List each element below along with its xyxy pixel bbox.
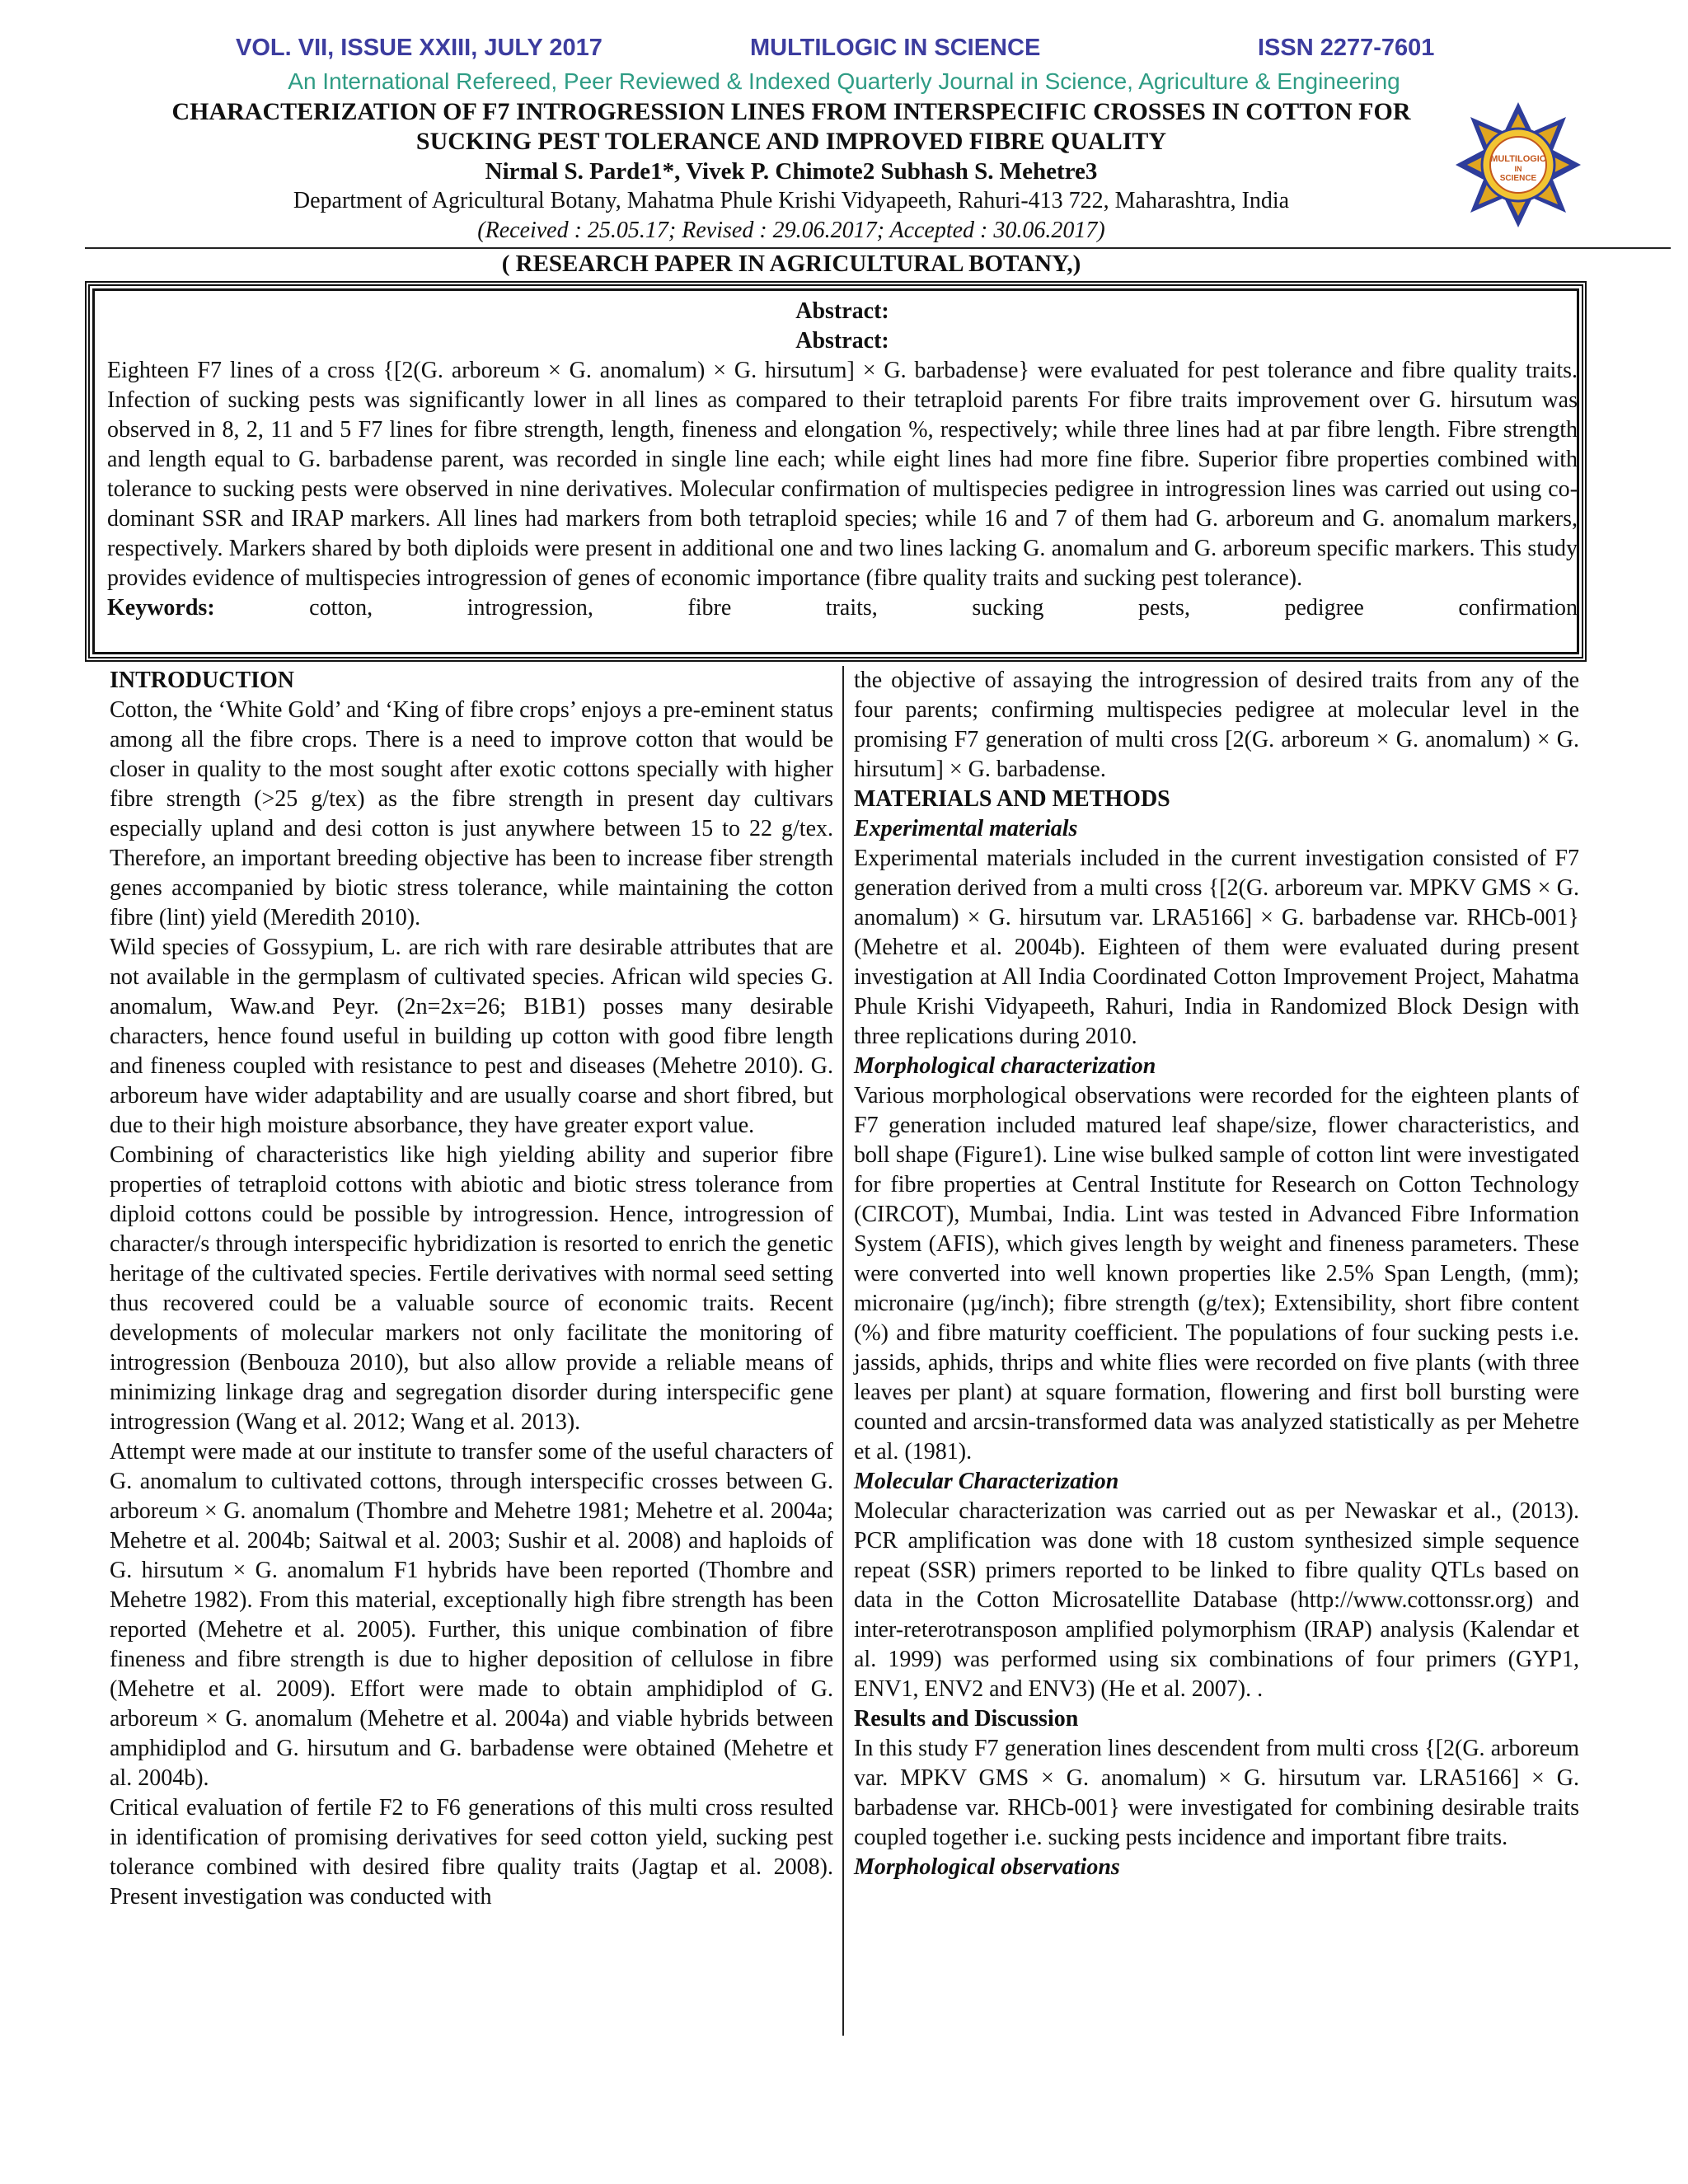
paper-authors: Nirmal S. Parde1*, Vivek P. Chimote2 Subhash S. Mehetre3: [485, 158, 1098, 185]
keyword: introgression,: [467, 595, 593, 621]
keyword: cotton,: [309, 595, 373, 621]
intro-paragraph-5-continued: the objective of assaying the introgression of desired traits from any of the four parents; confirming multispecies pedigree at molecular level in the promising F7 generation of multi cross [2(G. arboreum × G. anomalum) × G. hirsutum] × G. barbadense.: [854, 668, 1579, 782]
abstract-heading: Abstract:: [795, 298, 889, 324]
abstract-text: Eighteen F7 lines of a cross {[2(G. arboreum × G. anomalum) × G. hirsutum] × G. barbadense} were evaluated for pest tolerance and fibre quality traits. Infection of sucking pests was significantly lower in all lines as compared to their tetraploid parents For fibre traits improvement over G. hirsutum was observed in 8, 2, 11 and 5 F7 lines for fibre strength, length, fineness and elongation %, respectively; while three lines had at par fibre length. Fibre strength and length equal to G. barbadense parent, was recorded in single line each; while eight lines had more fine fibre. Superior fibre properties combined with tolerance to sucking pests were observed in nine derivatives. Molecular confirmation of multispecies pedigree in introgression lines was carried out using co-dominant SSR and IRAP markers. All lines had markers from both tetraploid species; while 16 and 7 of them had G. arboreum and G. anomalum markers, respectively. Markers shared by both diploids were present in additional one and two lines lacking G. anomalum and G. arboreum specific markers. This study provides evidence of multispecies introgression of genes of economic importance (fibre quality traits and sucking pest tolerance).: [107, 358, 1578, 591]
left-column: [110, 666, 833, 1912]
intro-paragraph-4: Attempt were made at our institute to transfer some of the useful characters of G. anomalum to cultivated cottons, through interspecific crosses between G. arboreum × G. anomalum (Thombre and Mehetre 1981; Mehetre et al. 2004a; Mehetre et al. 2004b; Saitwal et al. 2003; Sushir et al. 2008) and haploids of G. hirsutum × G. anomalum F1 hybrids have been reported (Thombre and Mehetre 1982). From this material, exceptionally high fibre strength has been reported (Mehetre et al. 2005). Further, this unique combination of fibre fineness and fibre strength is due to higher deposition of cellulose in fibre (Mehetre et al. 2009). Effort were made to obtain amphidiplod of G. arboreum × G. anomalum (Mehetre et al. 2004a) and viable hybrids between amphidiplod and G. hirsutum and G. barbadense were obtained (Mehetre et al. 2004b).: [110, 1439, 833, 1791]
results-heading: Results and Discussion: [854, 1706, 1079, 1732]
introduction-heading: INTRODUCTION: [110, 668, 295, 693]
paper-dates: (Received : 25.05.17; Revised : 29.06.2017; Accepted : 30.06.2017): [477, 218, 1105, 243]
keyword: pests,: [1137, 595, 1190, 621]
experimental-materials-heading: Experimental materials: [854, 816, 1078, 841]
abstract-content: [107, 297, 1578, 623]
morphological-characterization-text: Various morphological observations were recorded for the eighteen plants of F7 generation included matured leaf shape/size, flower characteristics, and boll shape (Figure1). Line wise bulked sample of cotton lint were investigated for fibre properties at Central Institute for Research on Cotton Technology (CIRCOT), Mumbai, India. Lint was tested in Advanced Fibre Information System (AFIS), which gives length by weight and fineness parameters. These were converted into well known properties like 2.5% Span Length, (mm); micronaire (µg/inch); fibre strength (g/tex); Extensibility, short fibre content (%) and fibre maturity coefficient. The populations of four sucking pests i.e. jassids, aphids, thrips and white flies were recorded on five plants (with three leaves per plant) at square formation, flowering and first boll bursting were counted and arcsin-transformed data was analyzed statistically as per Mehetre et al. (1981).: [854, 1083, 1579, 1465]
keywords-line: [107, 593, 1578, 623]
logo-text-2: IN: [1514, 165, 1522, 173]
keyword: fibre: [687, 595, 732, 621]
intro-paragraph-5: Critical evaluation of fertile F2 to F6 generations of this multi cross resulted in identification of promising derivatives for seed cotton yield, sucking pest tolerance combined with desired fibre quality traits (Jagtap et al. 2008). Present investigation was conducted with: [110, 1795, 833, 1910]
molecular-characterization-heading: Molecular Characterization: [854, 1469, 1119, 1494]
logo-text-1: MULTILOGIC: [1490, 154, 1546, 164]
journal-logo: [1452, 99, 1584, 231]
paper-title-line2: SUCKING PEST TOLERANCE AND IMPROVED FIBRE QUALITY: [415, 128, 1167, 155]
keyword: sucking: [972, 595, 1044, 621]
journal-issn: ISSN 2277-7601: [1258, 35, 1435, 61]
paper-affiliation: Department of Agricultural Botany, Mahatma Phule Krishi Vidyapeeth, Rahuri-413 722, Maharashtra, India: [293, 188, 1290, 213]
keyword: confirmation: [1458, 595, 1578, 621]
keyword: pedigree: [1284, 595, 1364, 621]
results-text: In this study F7 generation lines descendent from multi cross {[2(G. arboreum var. MPKV GMS × G. anomalum) × G. hirsutum var. LRA5166] × G. barbadense var. RHCb-001} were investigated for combining desirable traits coupled together i.e. sucking pests incidence and important fibre traits.: [854, 1736, 1579, 1850]
intro-paragraph-1: Cotton, the ‘White Gold’ and ‘King of fibre crops’ enjoys a pre-eminent status among all the fibre crops. There is a need to improve cotton that would be closer in quality to the most sought after exotic cottons specially with higher fibre strength (>25 g/tex) as the fibre strength in present day cultivars especially upland and desi cotton is just anywhere between 15 to 22 g/tex. Therefore, an important breeding objective has been to increase fiber strength genes accompanied by biotic stress tolerance, while maintaining the cotton fibre (lint) yield (Meredith 2010).: [110, 697, 833, 930]
journal-name: MULTILOGIC IN SCIENCE: [750, 35, 1041, 61]
header-rule: [85, 247, 1671, 249]
journal-volume: VOL. VII, ISSUE XXIII, JULY 2017: [236, 35, 603, 61]
column-divider: [842, 666, 844, 2036]
intro-paragraph-2: Wild species of Gossypium, L. are rich with rare desirable attributes that are not available in the germplasm of cultivated species. African wild species G. anomalum, Waw.and Peyr. (2n=2x=26; B1B1) posses many desirable characters, hence found useful in building up cotton with good fibre length and fineness coupled with resistance to pest and diseases (Mehetre 2010). G. arboreum have wider adaptability and are usually coarse and short fibred, but due to their high moisture absorbance, they have greater export value.: [110, 935, 833, 1138]
paper-title: [91, 97, 1492, 157]
keyword: traits,: [825, 595, 878, 621]
morphological-characterization-heading: Morphological characterization: [854, 1053, 1156, 1079]
abstract-heading-repeat: Abstract:: [795, 328, 889, 354]
keywords-label: Keywords:: [107, 595, 215, 621]
right-column: [854, 666, 1579, 1882]
molecular-characterization-text: Molecular characterization was carried out as per Newaskar et al., (2013). PCR amplification was done with 18 custom synthesized simple sequence repeat (SSR) primers reported to be linked to fibre quality QTLs based on data in the Cotton Microsatellite Database (http://www.cottonssr.org) and inter-reterotransposon amplified polymorphism (IRAP) analysis (Kalendar et al. 1999) was performed using six combinations of four primers (GYP1, ENV1, ENV2 and ENV3) (He et al. 2007). .: [854, 1498, 1579, 1702]
paper-title-line1: CHARACTERIZATION OF F7 INTROGRESSION LINES FROM INTERSPECIFIC CROSSES IN COTTON FOR: [171, 98, 1411, 125]
paper-type: ( RESEARCH PAPER IN AGRICULTURAL BOTANY,): [501, 251, 1081, 277]
journal-header: [0, 35, 1688, 68]
intro-paragraph-3: Combining of characteristics like high yielding ability and superior fibre properties of tetraploid cottons with abiotic and biotic stress tolerance from diploid cottons could be possible by introgression. Hence, introgression of character/s through interspecific hybridization is resorted to enrich the genetic heritage of the cultivated species. Fertile derivatives with normal seed setting thus recovered could be a valuable source of economic traits. Recent developments of molecular markers not only facilitate the monitoring of introgression (Benbouza 2010), but also allow provide a reliable means of minimizing linkage drag and segregation disorder during interspecific gene introgression (Wang et al. 2012; Wang et al. 2013).: [110, 1142, 833, 1435]
experimental-materials-text: Experimental materials included in the current investigation consisted of F7 generation derived from a multi cross {[2(G. arboreum var. MPKV GMS × G. anomalum) × G. hirsutum var. LRA5166] × G. barbadense var. RHCb-001} (Mehetre et al. 2004b). Eighteen of them were evaluated during present investigation at All India Coordinated Cotton Improvement Project, Mahatma Phule Krishi Vidyapeeth, Rahuri, India in Randomized Block Design with three replications during 2010.: [854, 846, 1579, 1049]
logo-text-3: SCIENCE: [1499, 174, 1537, 183]
journal-subtitle: An International Refereed, Peer Reviewed & Indexed Quarterly Journal in Science, Agriculture & Engineering: [288, 68, 1400, 94]
morphological-observations-heading: Morphological observations: [854, 1854, 1120, 1880]
methods-heading: MATERIALS AND METHODS: [854, 786, 1170, 812]
